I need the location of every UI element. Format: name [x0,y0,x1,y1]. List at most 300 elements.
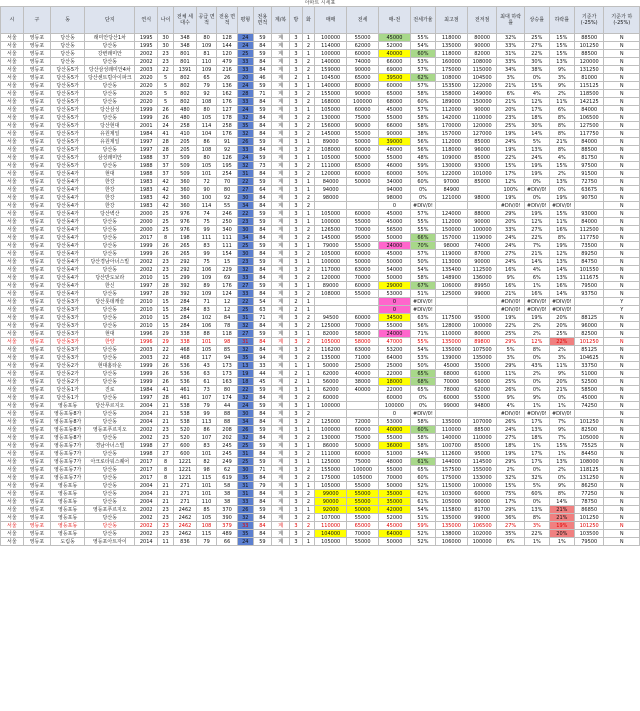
table-cell[interactable]: 13% [549,258,574,266]
table-cell[interactable]: 1 [290,362,303,370]
table-cell[interactable]: 9% [549,66,574,74]
table-cell[interactable]: 50% [410,362,435,370]
table-cell[interactable]: 1996 [135,338,158,346]
table-cell[interactable]: 1221 [174,474,197,482]
table-cell[interactable]: 163 [217,378,238,386]
table-cell[interactable]: 당산동 [85,450,135,458]
table-cell[interactable]: 71 [253,90,271,98]
table-cell[interactable]: 17% [524,106,549,114]
table-cell[interactable]: 당산동5가 [51,130,85,138]
table-cell[interactable]: 53000 [379,290,411,298]
table-cell[interactable]: 2 [302,162,315,170]
table-cell[interactable]: 2004 [135,418,158,426]
table-cell[interactable]: 당산동3가 [51,314,85,322]
table-cell[interactable]: 2 [302,66,315,74]
table-cell[interactable]: 3 [290,138,303,146]
table-cell[interactable]: 80000 [347,82,379,90]
table-cell[interactable]: N [604,122,640,130]
table-cell[interactable]: 80 [196,34,217,42]
table-cell[interactable]: 서울 [1,274,24,282]
table-cell[interactable]: 1% [524,538,549,546]
table-cell[interactable]: 서울 [1,122,24,130]
table-cell[interactable]: 12% [524,98,549,106]
table-cell[interactable]: 영등포동 [51,402,85,410]
table-cell[interactable]: 24 [237,82,253,90]
table-cell[interactable]: 31 [237,338,253,346]
table-cell[interactable]: 86 [196,138,217,146]
table-cell[interactable]: 24% [497,242,524,250]
table-cell[interactable]: 2002 [135,514,158,522]
table-cell[interactable]: 80 [196,106,217,114]
table-cell[interactable]: 1221 [174,466,197,474]
table-cell[interactable]: 107 [196,434,217,442]
table-cell[interactable]: 63 [196,370,217,378]
table-cell[interactable]: 85 [196,506,217,514]
table-cell[interactable]: 60% [524,490,549,498]
table-cell[interactable]: 14% [549,266,574,274]
table-cell[interactable]: 61 [196,378,217,386]
table-cell[interactable]: 당산동5가 [51,114,85,122]
table-cell[interactable]: 당산동3가 [51,354,85,362]
table-cell[interactable]: 4% [524,90,549,98]
table-cell[interactable]: 계 [271,506,289,514]
table-cell[interactable]: 영등포푸르지오 [85,506,135,514]
table-cell[interactable]: 69000 [379,66,411,74]
table-cell[interactable]: 33 [253,362,271,370]
table-cell[interactable]: 84 [253,226,271,234]
table-cell[interactable]: 26 [158,378,174,386]
table-cell[interactable]: 서울 [1,386,24,394]
table-cell[interactable]: 392 [174,282,197,290]
table-cell[interactable]: 98000 [435,242,467,250]
table-cell[interactable]: 62 [217,466,238,474]
table-cell[interactable]: 15% [549,162,574,170]
table-cell[interactable]: 9% [524,394,549,402]
table-cell[interactable]: 6% [549,106,574,114]
table-cell[interactable]: 32% [497,474,524,482]
table-cell[interactable]: 60000 [347,146,379,154]
table-cell[interactable]: 15 [158,306,174,314]
table-cell[interactable]: 1997 [135,138,158,146]
column-header[interactable]: 전용 면적 [217,7,238,34]
table-cell[interactable]: 1995 [135,34,158,42]
table-cell[interactable]: 84 [253,530,271,538]
table-cell[interactable]: 21 [158,418,174,426]
table-cell[interactable]: 130000 [315,434,347,442]
table-cell[interactable]: 126500 [315,226,347,234]
table-cell[interactable]: 74000 [467,242,497,250]
table-cell[interactable]: 2000 [135,226,158,234]
table-cell[interactable]: 계 [271,66,289,74]
table-cell[interactable]: 계 [271,154,289,162]
table-cell[interactable]: 105000 [347,474,379,482]
table-cell[interactable]: 한강 [85,202,135,210]
table-cell[interactable]: 97500 [574,162,604,170]
table-cell[interactable]: 2003 [135,66,158,74]
table-cell[interactable]: 619 [217,474,238,482]
table-cell[interactable]: 당산경남아너스빌 [85,258,135,266]
table-cell[interactable]: 영등포 [23,58,50,66]
table-cell[interactable]: 105000 [315,538,347,546]
table-cell[interactable]: 60000 [347,210,379,218]
table-cell[interactable]: 32 [237,162,253,170]
table-cell[interactable]: 계 [271,426,289,434]
table-cell[interactable]: 74000 [347,58,379,66]
table-cell[interactable]: 계 [271,242,289,250]
table-cell[interactable]: 33 [237,498,253,506]
table-cell[interactable]: 55000 [347,242,379,250]
table-cell[interactable]: 1 [302,82,315,90]
table-cell[interactable]: 영등포동 [51,490,85,498]
table-cell[interactable]: 59 [253,386,271,394]
table-cell[interactable]: 109 [196,290,217,298]
table-cell[interactable]: 2002 [135,58,158,66]
table-cell[interactable]: 84 [253,266,271,274]
table-cell[interactable]: 8 [158,458,174,466]
table-cell[interactable]: 51000 [574,370,604,378]
table-cell[interactable]: N [604,146,640,154]
table-cell[interactable]: 52000 [379,42,411,50]
table-cell[interactable]: 122000 [435,170,467,178]
table-cell[interactable]: 2 [302,234,315,242]
table-cell[interactable]: 23 [158,58,174,66]
table-cell[interactable]: 30 [158,34,174,42]
table-cell[interactable]: 서울 [1,418,24,426]
table-cell[interactable]: N [604,426,640,434]
table-cell[interactable]: 0% [524,466,549,474]
table-cell[interactable]: 246 [217,210,238,218]
table-cell[interactable]: 2002 [135,506,158,514]
table-cell[interactable]: 4% [524,266,549,274]
table-cell[interactable]: 20% [497,106,524,114]
table-cell[interactable]: 18% [524,114,549,122]
table-cell[interactable]: 82500 [574,330,604,338]
table-cell[interactable]: 19% [549,242,574,250]
table-cell[interactable]: 254 [217,170,238,178]
table-cell[interactable]: 157000 [435,130,467,138]
table-cell[interactable]: 15 [217,258,238,266]
table-cell[interactable]: 58% [410,90,435,98]
table-cell[interactable]: 70000 [435,378,467,386]
table-cell[interactable]: 2010 [135,298,158,306]
table-cell[interactable]: 86 [196,426,217,434]
table-cell[interactable]: 104 [196,130,217,138]
table-cell[interactable]: 1997 [135,394,158,402]
table-cell[interactable]: 84 [253,42,271,50]
table-cell[interactable]: N [604,386,640,394]
table-cell[interactable]: 89950 [467,282,497,290]
table-cell[interactable]: 468 [174,354,197,362]
table-cell[interactable]: 1983 [135,178,158,186]
table-cell[interactable]: 99000 [435,402,467,410]
table-cell[interactable]: 8% [549,146,574,154]
table-cell[interactable]: 영등포 [23,202,50,210]
table-cell[interactable] [347,410,379,418]
column-header[interactable]: 평형 [237,7,253,34]
table-cell[interactable]: 영등포 [23,346,50,354]
table-cell[interactable] [467,410,497,418]
table-cell[interactable]: 서울 [1,42,24,50]
table-cell[interactable]: 영등포 [23,218,50,226]
table-cell[interactable]: 0% [524,386,549,394]
table-cell[interactable]: N [604,370,640,378]
table-cell[interactable]: 86250 [574,482,604,490]
table-cell[interactable]: 21% [549,386,574,394]
table-cell[interactable]: 13% [549,274,574,282]
table-cell[interactable]: 26 [158,114,174,122]
table-cell[interactable]: N [604,82,640,90]
table-cell[interactable]: 205 [174,146,197,154]
table-cell[interactable]: 당산동 [85,498,135,506]
table-cell[interactable]: 22 [237,298,253,306]
table-cell[interactable]: 89000 [315,138,347,146]
table-cell[interactable]: 영등포 [23,130,50,138]
table-cell[interactable]: 13% [524,146,549,154]
table-cell[interactable]: 1 [302,50,315,58]
table-cell[interactable]: 2% [524,322,549,330]
table-cell[interactable]: 서울 [1,106,24,114]
table-cell[interactable]: 영등포 [23,482,50,490]
table-cell[interactable]: 101 [196,482,217,490]
table-cell[interactable]: N [604,202,640,210]
table-cell[interactable]: 84 [253,474,271,482]
table-cell[interactable]: 서울 [1,266,24,274]
table-cell[interactable]: N [604,50,640,58]
table-cell[interactable]: N [604,450,640,458]
table-cell[interactable]: 당산동4가 [51,242,85,250]
table-cell[interactable]: 0% [524,194,549,202]
table-cell[interactable]: 당산동 [51,42,85,50]
table-cell[interactable]: 73500 [574,242,604,250]
table-cell[interactable]: 27 [158,442,174,450]
table-cell[interactable]: 당산동4가 [51,234,85,242]
table-cell[interactable]: 2002 [135,258,158,266]
table-cell[interactable]: 62% [410,74,435,82]
table-cell[interactable]: N [604,90,640,98]
table-cell[interactable]: 60000 [347,250,379,258]
table-cell[interactable]: 30 [237,410,253,418]
table-cell[interactable]: 33% [497,42,524,50]
table-cell[interactable]: 59 [253,138,271,146]
table-cell[interactable]: 111 [196,234,217,242]
table-cell[interactable]: 105000 [315,106,347,114]
table-cell[interactable]: 17% [497,170,524,178]
table-cell[interactable]: 1999 [135,250,158,258]
table-cell[interactable]: 56500 [379,226,411,234]
table-cell[interactable]: 114 [196,202,217,210]
table-cell[interactable]: 157000 [435,234,467,242]
table-cell[interactable]: 86000 [315,442,347,450]
table-cell[interactable]: 15% [549,42,574,50]
table-cell[interactable]: 92 [217,146,238,154]
table-cell[interactable]: 2 [302,58,315,66]
table-cell[interactable]: 100700 [435,442,467,450]
table-cell[interactable]: 802 [174,90,197,98]
table-cell[interactable]: N [604,226,640,234]
table-cell[interactable]: 46 [253,74,271,82]
table-cell[interactable]: N [604,490,640,498]
table-cell[interactable]: 98 [217,338,238,346]
table-cell[interactable]: 31 [237,450,253,458]
table-cell[interactable]: 107 [196,394,217,402]
table-cell[interactable]: 112000 [435,138,467,146]
table-cell[interactable]: 24 [158,122,174,130]
table-cell[interactable]: 2 [302,498,315,506]
table-cell[interactable]: 66000 [379,58,411,66]
table-cell[interactable]: 4% [549,154,574,162]
table-cell[interactable]: 계 [271,162,289,170]
table-cell[interactable]: 90000 [467,498,497,506]
table-cell[interactable]: 22 [237,178,253,186]
table-cell[interactable]: 60000 [379,82,411,90]
table-cell[interactable]: 당산동 [85,114,135,122]
table-cell[interactable]: 26 [158,106,174,114]
column-header[interactable]: 상승률 [524,7,549,34]
table-cell[interactable]: 1 [302,378,315,386]
table-cell[interactable]: 23 [158,434,174,442]
table-cell[interactable]: 24% [524,154,549,162]
table-cell[interactable]: 80000 [467,34,497,42]
table-cell[interactable]: 영등포 [23,226,50,234]
table-cell[interactable]: N [604,130,640,138]
table-cell[interactable]: 284 [174,322,197,330]
table-cell[interactable]: 3 [290,506,303,514]
table-cell[interactable]: N [604,354,640,362]
table-cell[interactable]: 3 [290,314,303,322]
table-cell[interactable]: 58 [217,482,238,490]
table-cell[interactable]: 서울 [1,242,24,250]
table-cell[interactable]: 59 [253,218,271,226]
table-cell[interactable]: 계 [271,458,289,466]
table-cell[interactable]: 144000 [435,458,467,466]
table-cell[interactable]: 당산삼성 [85,106,135,114]
table-cell[interactable]: 63 [253,306,271,314]
table-cell[interactable]: 영등포 [23,82,50,90]
table-cell[interactable]: 당산센트럴아이파크 [85,74,135,82]
table-cell[interactable]: 28 [158,394,174,402]
table-cell[interactable]: 32 [237,346,253,354]
table-cell[interactable]: 2003 [135,346,158,354]
table-cell[interactable]: 계 [271,338,289,346]
table-cell[interactable]: 109000 [435,154,467,162]
table-cell[interactable]: 2003 [135,354,158,362]
table-cell[interactable]: 1 [302,506,315,514]
table-cell[interactable]: 3 [290,202,303,210]
table-cell[interactable]: 65000 [379,90,411,98]
table-cell[interactable]: 서울 [1,282,24,290]
table-cell[interactable]: 25 [237,306,253,314]
table-cell[interactable]: 156000 [315,122,347,130]
table-cell[interactable]: 97000 [435,178,467,186]
table-cell[interactable]: 3 [290,234,303,242]
table-cell[interactable]: 83 [196,242,217,250]
table-cell[interactable]: 23 [158,530,174,538]
table-cell[interactable]: 영등포 [23,370,50,378]
table-cell[interactable]: 55000 [347,482,379,490]
table-cell[interactable]: 85000 [467,138,497,146]
table-cell[interactable]: 140000 [435,434,467,442]
table-cell[interactable]: 60% [410,178,435,186]
table-cell[interactable]: 88500 [467,426,497,434]
table-cell[interactable]: 45000 [379,210,411,218]
table-cell[interactable]: 12% [497,178,524,186]
table-cell[interactable]: 계 [271,138,289,146]
table-cell[interactable]: 126 [217,154,238,162]
table-cell[interactable]: 30 [158,42,174,50]
table-cell[interactable]: 58% [410,114,435,122]
table-cell[interactable]: 영등포 [23,466,50,474]
table-cell[interactable]: 계 [271,266,289,274]
table-cell[interactable]: 2004 [135,482,158,490]
table-cell[interactable]: 계 [271,34,289,42]
table-cell[interactable]: 63675 [574,186,604,194]
table-cell[interactable]: 24 [237,154,253,162]
table-cell[interactable]: 135000 [435,42,467,50]
table-cell[interactable]: 29% [497,210,524,218]
table-cell[interactable] [347,298,379,306]
table-cell[interactable]: 당산동4가 [51,274,85,282]
table-cell[interactable]: 2 [302,530,315,538]
column-header[interactable]: 시 [1,7,24,34]
table-cell[interactable]: 348 [174,34,197,42]
table-cell[interactable]: 112600 [435,450,467,458]
table-cell[interactable]: 94800 [467,402,497,410]
table-cell[interactable]: 108 [196,98,217,106]
table-cell[interactable]: 55000 [347,34,379,42]
table-cell[interactable]: 3 [290,146,303,154]
table-cell[interactable]: 서울 [1,194,24,202]
table-cell[interactable]: 8% [549,490,574,498]
table-cell[interactable]: 서울 [1,394,24,402]
table-cell[interactable]: 111000 [315,162,347,170]
table-cell[interactable]: 2000 [135,218,158,226]
table-cell[interactable]: 265 [174,242,197,250]
table-cell[interactable]: 122000 [467,82,497,90]
table-cell[interactable]: 당산동 [85,514,135,522]
table-cell[interactable]: 1% [524,282,549,290]
table-cell[interactable]: 140000 [315,58,347,66]
table-cell[interactable]: 강변래미안 [85,50,135,58]
table-cell[interactable]: #DIV/0! [524,202,549,210]
table-cell[interactable]: 40000 [379,426,411,434]
table-cell[interactable]: N [604,218,640,226]
table-cell[interactable]: 2017 [135,466,158,474]
table-cell[interactable]: 당산동5가 [51,154,85,162]
table-cell[interactable]: 19 [237,370,253,378]
table-cell[interactable]: 서울 [1,370,24,378]
table-cell[interactable]: 117750 [574,234,604,242]
table-cell[interactable] [347,202,379,210]
table-cell[interactable]: 영등포동 [51,482,85,490]
table-cell[interactable]: 50% [410,170,435,178]
table-cell[interactable]: 292 [174,258,197,266]
table-cell[interactable]: 3 [290,386,303,394]
table-cell[interactable]: 당산동5가 [51,74,85,82]
table-cell[interactable]: 80000 [467,330,497,338]
table-cell[interactable]: 135000 [435,522,467,530]
table-cell[interactable]: 2020 [135,74,158,82]
table-cell[interactable]: 82000 [467,50,497,58]
table-cell[interactable]: 115 [196,474,217,482]
table-cell[interactable]: 35000 [379,498,411,506]
table-cell[interactable]: 60000 [347,450,379,458]
table-cell[interactable]: 78750 [574,498,604,506]
table-cell[interactable]: 3 [290,58,303,66]
table-cell[interactable]: 3 [290,98,303,106]
table-cell[interactable]: 84 [253,410,271,418]
table-cell[interactable]: 영등포 [23,394,50,402]
table-cell[interactable]: 계 [271,346,289,354]
